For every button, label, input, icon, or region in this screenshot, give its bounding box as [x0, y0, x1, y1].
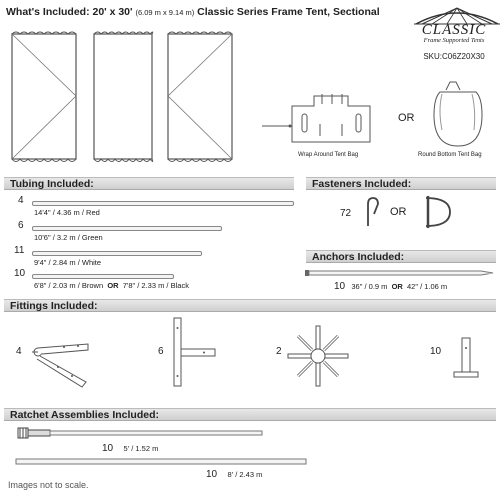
- tube-green-qty: 6: [18, 220, 24, 231]
- tube-red: [32, 201, 294, 206]
- ratchet-long-icon: [16, 457, 306, 467]
- tee-fitting-icon: [168, 316, 218, 388]
- corner-fitting-icon: [28, 320, 98, 390]
- anchor-stake-icon: [305, 268, 495, 278]
- round-bottom-bag-label: Round Bottom Tent Bag: [418, 152, 482, 158]
- ratchet-short-length: 5' / 1.52 m: [123, 444, 159, 453]
- ratchet-short-icon: [14, 426, 264, 440]
- tube-white-qty: 11: [14, 245, 25, 256]
- fitting-corner-qty: 4: [16, 346, 22, 357]
- tube-black-label: 7'8" / 2.33 m / Black: [122, 281, 189, 290]
- title-suffix: Classic Series Frame Tent, Sectional: [197, 6, 380, 18]
- wrap-around-bag-icon: [262, 92, 372, 152]
- ratchet-long-label: [206, 469, 262, 480]
- fasteners-or-label: OR: [390, 206, 407, 218]
- ratchet-long-qty: 10: [206, 469, 218, 480]
- tube-brown-black-qty: 10: [14, 268, 26, 279]
- center-fitting-icon: [288, 326, 348, 386]
- tube-white-label: 9'4" / 2.84 m / White: [34, 258, 102, 267]
- brand-name: CLASSIC: [421, 22, 487, 38]
- anchors-label: [334, 281, 447, 292]
- fitting-tee-qty: 6: [158, 346, 164, 357]
- tube-brown-black-label: [34, 281, 189, 290]
- tube-brown-black: [32, 274, 174, 279]
- ratchet-short-label: [102, 443, 158, 454]
- title-metric: (6.09 m x 9.14 m): [135, 8, 195, 17]
- ratchets-heading: Ratchet Assemblies Included:: [4, 408, 496, 421]
- tube-red-label: 14'4" / 4.36 m / Red: [34, 208, 100, 217]
- fitting-center-qty: 2: [276, 346, 282, 357]
- fitting-footplate-qty: 10: [430, 346, 442, 357]
- bag-or-label: OR: [398, 112, 415, 124]
- fasteners-qty: 72: [340, 208, 352, 219]
- page-title: [6, 6, 380, 18]
- sku-label: SKU:C06Z20X30: [423, 52, 485, 61]
- anchors-heading: Anchors Included:: [306, 250, 496, 263]
- footer-note: Images not to scale.: [8, 480, 89, 490]
- footplate-fitting-icon: [452, 336, 482, 386]
- ratchet-short-qty: 10: [102, 443, 114, 454]
- brand-logo: [410, 22, 498, 44]
- r-clip-icon: [362, 196, 382, 228]
- fasteners-heading: Fasteners Included:: [306, 177, 496, 190]
- title-prefix: What's Included: 20' x 30': [6, 6, 133, 18]
- anchors-qty: 10: [334, 281, 346, 292]
- tube-green: [32, 226, 222, 231]
- anchor-long-label: 42" / 1.06 m: [407, 282, 448, 291]
- tubing-heading: Tubing Included:: [4, 177, 294, 190]
- tube-white: [32, 251, 202, 256]
- anchors-or-label: OR: [391, 282, 403, 291]
- tube-green-label: 10'6" / 3.2 m / Green: [34, 233, 103, 242]
- tube-brown-label: 6'8" / 2.03 m / Brown: [34, 281, 104, 290]
- tube-red-qty: 4: [18, 195, 24, 206]
- fittings-heading: Fittings Included:: [4, 299, 496, 312]
- brand-tagline: Frame Supported Tents: [423, 37, 485, 44]
- round-bottom-bag-icon: [428, 80, 488, 152]
- wrap-around-bag-label: Wrap Around Tent Bag: [298, 152, 359, 158]
- ratchet-long-length: 8' / 2.43 m: [227, 470, 263, 479]
- lynch-pin-icon: [420, 194, 454, 230]
- tube-or-label: OR: [107, 281, 119, 290]
- anchor-short-label: 36" / 0.9 m: [351, 282, 388, 291]
- tent-panels-illustration: [8, 28, 238, 173]
